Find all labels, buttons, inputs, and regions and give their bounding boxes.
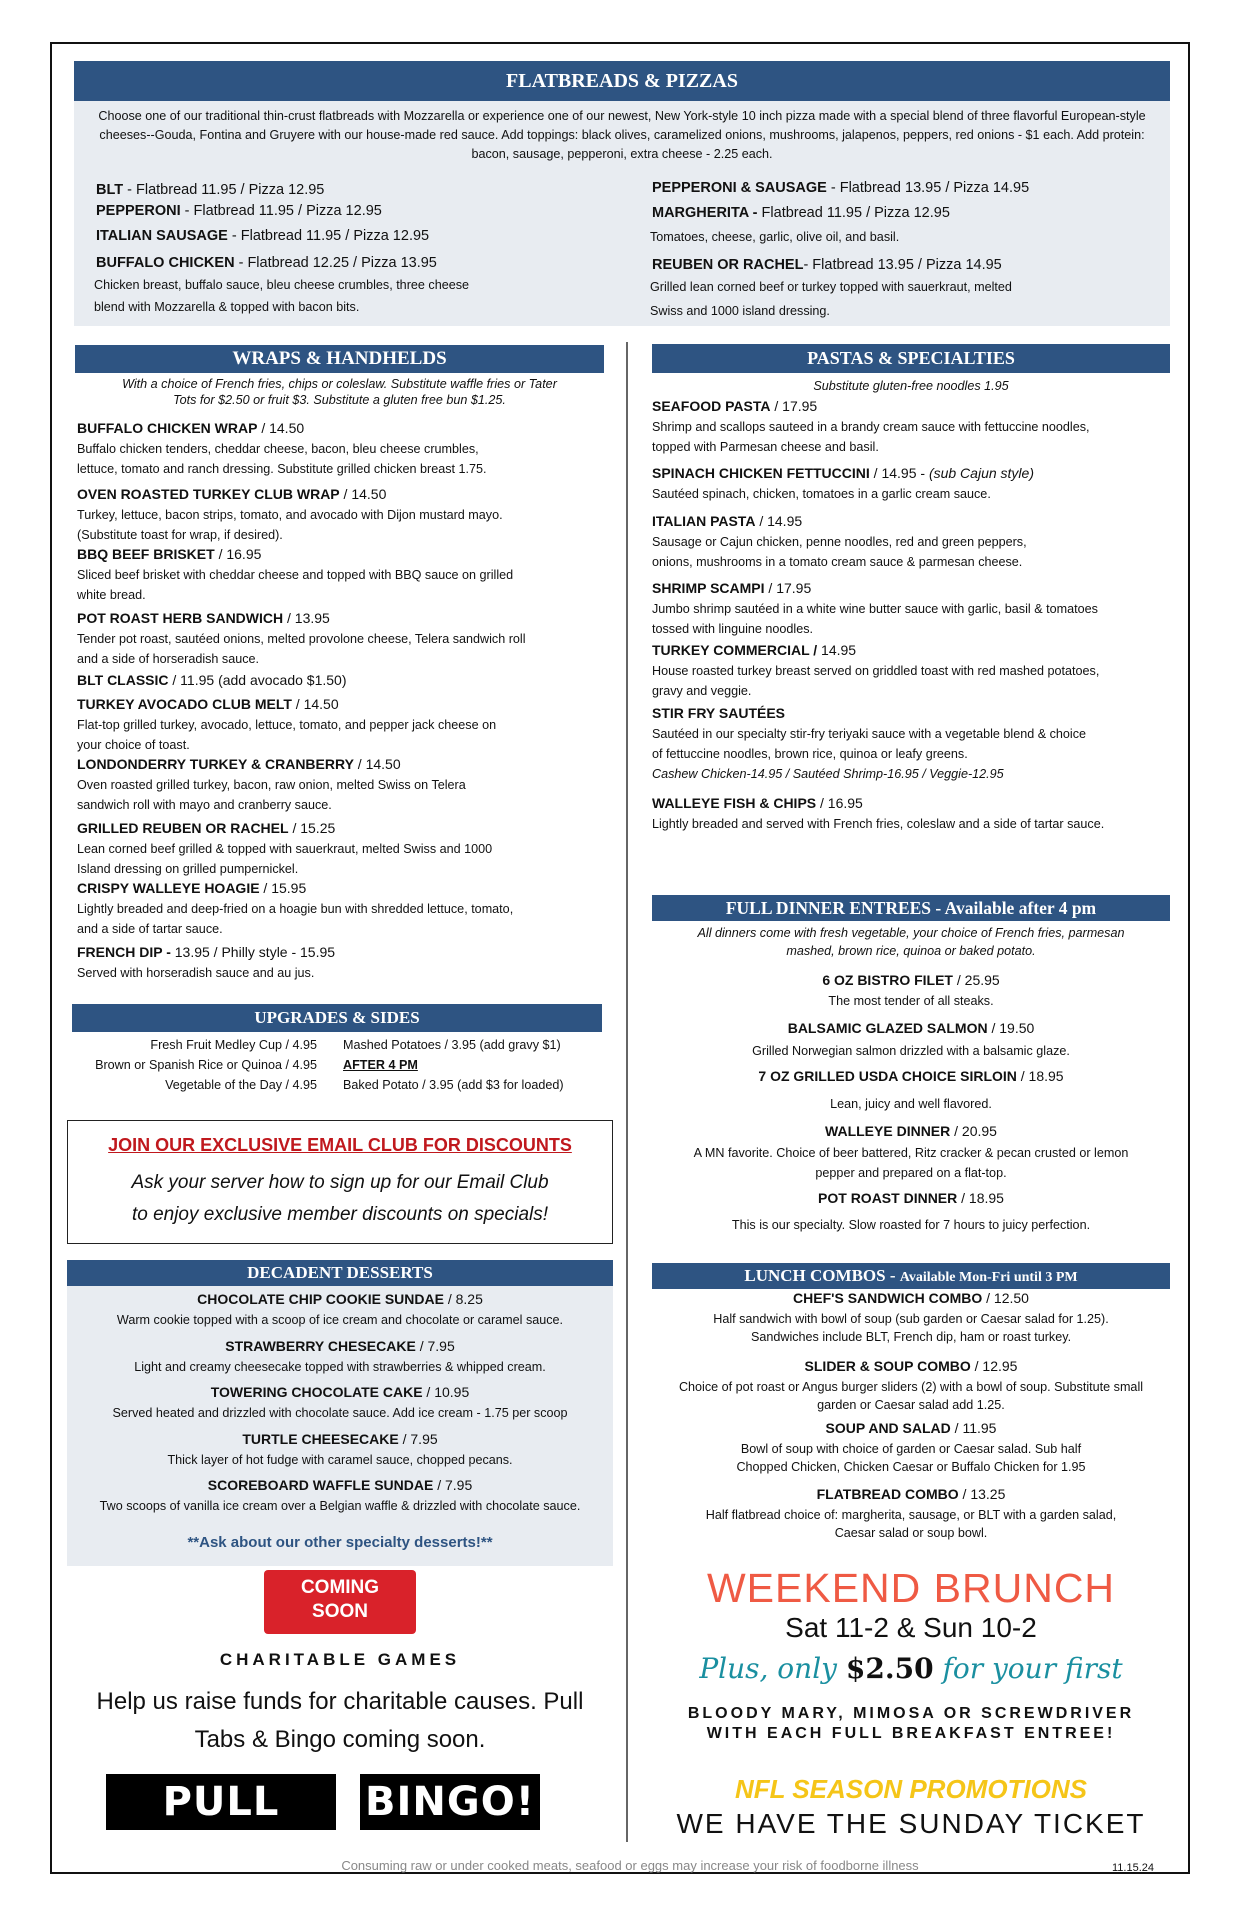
charitable-games-heading: CHARITABLE GAMES [219,1650,461,1669]
menu-item-desc: Oven roasted grilled turkey, bacon, raw onion, melted Swiss on Telera [77,778,466,792]
flatbreads-header: FLATBREADS & PIZZAS [74,61,1170,101]
menu-item-name: SPINACH CHICKEN FETTUCCINI / 14.95 - (sub Cajun style) [652,465,1034,481]
stirfry-options: Cashew Chicken-14.95 / Sautéed Shrimp-16.95 / Veggie-12.95 [652,767,1004,781]
side-item: Fresh Fruit Medley Cup / 4.95 [150,1038,317,1052]
menu-item-name: TURTLE CHEESECAKE / 7.95 [242,1431,438,1447]
menu-item-name: POT ROAST DINNER / 18.95 [818,1190,1004,1206]
menu-item-name: LONDONDERRY TURKEY & CRANBERRY / 14.50 [77,756,401,772]
menu-item-desc: Sautéed spinach, chicken, tomatoes in a garlic cream sauce. [652,487,991,501]
flatbread-item: MARGHERITA - Flatbread 11.95 / Pizza 12.95 [652,205,950,221]
flatbread-item: PEPPERONI - Flatbread 11.95 / Pizza 12.95 [96,203,382,219]
menu-item-desc: Served with horseradish sauce and au jus. [77,966,315,980]
menu-item-desc: Bowl of soup with choice of garden or Caesar salad. Sub half [740,1442,1082,1456]
upgrades-header: UPGRADES & SIDES [72,1004,602,1032]
email-club-line: Ask your server how to sign up for our Email Club [131,1172,549,1193]
menu-item-name: BBQ BEEF BRISKET / 16.95 [77,546,262,562]
brunch-drinks: WITH EACH FULL BREAKFAST ENTREE! [706,1725,1116,1742]
brunch-offer: Plus, only $2.50 for your first [699,1652,1123,1685]
menu-item-name: CRISPY WALLEYE HOAGIE / 15.95 [77,880,307,896]
coming-soon-badge: COMING SOON [264,1570,416,1634]
menu-item-desc: and a side of tartar sauce. [77,922,223,936]
pastas-header: PASTAS & SPECIALTIES [652,344,1170,373]
menu-item-name: POT ROAST HERB SANDWICH / 13.95 [77,610,330,626]
flatbread-item: BLT - Flatbread 11.95 / Pizza 12.95 [96,182,325,198]
menu-item-name: CHEF'S SANDWICH COMBO / 12.50 [793,1290,1029,1306]
menu-item-name: 6 OZ BISTRO FILET / 25.95 [822,972,1000,988]
menu-item-desc: The most tender of all steaks. [828,994,994,1008]
menu-item-desc: Grilled Norwegian salmon drizzled with a balsamic glaze. [752,1044,1070,1058]
menu-item-desc: topped with Parmesan cheese and basil. [652,440,879,454]
menu-item-name: 7 OZ GRILLED USDA CHOICE SIRLOIN / 18.95 [758,1068,1064,1084]
side-item: Mashed Potatoes / 3.95 (add gravy $1) [343,1038,561,1052]
flatbread-desc: blend with Mozzarella & topped with bacon bits. [94,300,360,314]
dinner-subtitle: mashed, brown rice, quinoa or baked potato. [786,944,1036,958]
menu-item-name: TURKEY COMMERCIAL / 14.95 [652,642,857,658]
flatbread-item: BUFFALO CHICKEN - Flatbread 12.25 / Pizza 13.95 [96,255,437,271]
flatbreads-intro: Choose one of our traditional thin-crust flatbreads with Mozzarella or experience one of our newest, New York-style 10 inch pizza made with a special blend of three flavorful European-style cheeses--Gouda, Fontina and Gruyere with our house-made red sauce. Add toppings: black olives, caramelized onions, mushrooms, jalapenos, peppers, red onions - $1 each. Add protein: bacon, sausage, pepperoni, extra cheese - 2.25 each. [98,109,1146,161]
dinner-subtitle: All dinners come with fresh vegetable, your choice of French fries, parmesan [697,926,1125,940]
bingo-logo: BINGO! [360,1774,540,1830]
brunch-drinks: BLOODY MARY, MIMOSA OR SCREWDRIVER [687,1705,1135,1722]
flatbread-desc: Tomatoes, cheese, garlic, olive oil, and basil. [650,230,900,244]
menu-item-desc: Lightly breaded and served with French fries, coleslaw and a side of tartar sauce. [652,817,1105,831]
menu-item-name: FLATBREAD COMBO / 13.25 [816,1486,1006,1502]
menu-date: 11.15.24 [1112,1862,1155,1874]
menu-item-name: STIR FRY SAUTÉES [652,705,786,721]
menu-item-name: SCOREBOARD WAFFLE SUNDAE / 7.95 [207,1477,473,1493]
menu-item-desc: This is our specialty. Slow roasted for 7 hours to juicy perfection. [731,1218,1091,1232]
menu-item-name: STRAWBERRY CHESECAKE / 7.95 [225,1338,455,1354]
menu-item-desc: Caesar salad or soup bowl. [834,1526,988,1540]
menu-item-desc: Thick layer of hot fudge with caramel sauce, chopped pecans. [167,1453,513,1467]
wraps-subtitle: Tots for $2.50 or fruit $3. Substitute a gluten free bun $1.25. [173,393,506,407]
desserts-header: DECADENT DESSERTS [67,1260,613,1286]
menu-item-desc: Lean corned beef grilled & topped with sauerkraut, melted Swiss and 1000 [77,842,493,856]
sunday-ticket: WE HAVE THE SUNDAY TICKET [676,1808,1146,1839]
menu-item-desc: Warm cookie topped with a scoop of ice cream and chocolate or caramel sauce. [116,1313,564,1327]
wraps-subtitle: With a choice of French fries, chips or coleslaw. Substitute waffle fries or Tater [122,377,557,391]
menu-item-name: TOWERING CHOCOLATE CAKE / 10.95 [210,1384,470,1400]
menu-item-name: GRILLED REUBEN OR RACHEL / 15.25 [77,820,336,836]
menu-item-name: SLIDER & SOUP COMBO / 12.95 [804,1358,1018,1374]
menu-item-desc: Lightly breaded and deep-fried on a hoagie bun with shredded lettuce, tomato, [77,902,514,916]
nfl-promo: NFL SEASON PROMOTIONS [735,1774,1087,1804]
menu-item-name: WALLEYE FISH & CHIPS / 16.95 [652,795,863,811]
email-club-line: to enjoy exclusive member discounts on specials! [131,1204,549,1225]
menu-item-name: CHOCOLATE CHIP COOKIE SUNDAE / 8.25 [197,1291,483,1307]
menu-item-desc: Light and creamy cheesecake topped with strawberries & whipped cream. [134,1360,546,1374]
menu-item-desc: Buffalo chicken tenders, cheddar cheese, bacon, bleu cheese crumbles, [77,442,479,456]
menu-item-desc: pepper and prepared on a flat-top. [815,1166,1007,1180]
menu-item-desc: of fettuccine noodles, brown rice, quinoa or leafy greens. [652,747,968,761]
menu-item-name: BLT CLASSIC / 11.95 (add avocado $1.50) [77,672,347,688]
menu-item-desc: Sautéed in our specialty stir-fry teriyaki sauce with a vegetable blend & choice [652,727,1087,741]
menu-item-name: WALLEYE DINNER / 20.95 [825,1123,997,1139]
menu-item-name: SHRIMP SCAMPI / 17.95 [652,580,812,596]
menu-item-name: SEAFOOD PASTA / 17.95 [652,398,818,414]
menu-item-desc: Island dressing on grilled pumpernickel. [77,862,299,876]
menu-item-name: TURKEY AVOCADO CLUB MELT / 14.50 [77,696,339,712]
dinner-header: FULL DINNER ENTREES - Available after 4 pm [652,895,1170,921]
lunch-header: LUNCH COMBOS - Available Mon-Fri until 3 PM [652,1263,1170,1289]
menu-item-desc: Choice of pot roast or Angus burger sliders (2) with a bowl of soup. Substitute small [678,1380,1144,1394]
menu-item-desc: Two scoops of vanilla ice cream over a Belgian waffle & drizzled with chocolate sauce. [99,1499,581,1513]
menu-item-desc: garden or Caesar salad add 1.25. [817,1398,1005,1412]
side-item: Vegetable of the Day / 4.95 [165,1078,317,1092]
menu-item-desc: Jumbo shrimp sautéed in a white wine butter sauce with garlic, basil & tomatoes [652,602,1098,616]
menu-item-desc: Sandwiches include BLT, French dip, ham or roast turkey. [750,1330,1072,1344]
flatbread-item: PEPPERONI & SAUSAGE - Flatbread 13.95 / Pizza 14.95 [652,180,1030,196]
email-club-title: JOIN OUR EXCLUSIVE EMAIL CLUB FOR DISCOUNTS [108,1135,572,1155]
menu-item-desc: onions, mushrooms in a tomato cream sauce & parmesan cheese. [652,555,1023,569]
column-divider [626,342,628,1842]
menu-item-desc: A MN favorite. Choice of beer battered, Ritz cracker & pecan crusted or lemon [693,1146,1129,1160]
menu-item-desc: Chopped Chicken, Chicken Caesar or Buffalo Chicken for 1.95 [736,1460,1086,1474]
pull-tabs-logo: PULL TABS! [106,1774,336,1830]
charity-text: Help us raise funds for charitable causes. Pull [96,1688,584,1715]
menu-item-desc: tossed with linguine noodles. [652,622,814,636]
flatbread-item: REUBEN OR RACHEL- Flatbread 13.95 / Pizza 14.95 [652,257,1002,273]
food-warning: Consuming raw or under cooked meats, seafood or eggs may increase your risk of foodborne illness [341,1858,919,1873]
flatbread-item: ITALIAN SAUSAGE - Flatbread 11.95 / Pizza 12.95 [96,228,430,244]
menu-item-desc: Shrimp and scallops sauteed in a brandy cream sauce with fettuccine noodles, [652,420,1090,434]
menu-item-desc: Half sandwich with bowl of soup (sub garden or Caesar salad for 1.25). [713,1312,1109,1326]
menu-item-desc: Turkey, lettuce, bacon strips, tomato, and avocado with Dijon mustard mayo. [77,508,503,522]
desserts-note: **Ask about our other specialty desserts!** [187,1534,493,1551]
flatbread-desc: Swiss and 1000 island dressing. [650,304,830,318]
menu-item-desc: Tender pot roast, sautéed onions, melted provolone cheese, Telera sandwich roll [77,632,526,646]
flatbread-desc: Grilled lean corned beef or turkey topped with sauerkraut, melted [650,280,1012,294]
menu-item-desc: Flat-top grilled turkey, avocado, lettuce, tomato, and pepper jack cheese on [77,718,497,732]
menu-item-name: OVEN ROASTED TURKEY CLUB WRAP / 14.50 [77,486,387,502]
menu-item-desc: Lean, juicy and well flavored. [830,1097,992,1111]
menu-item-name: SOUP AND SALAD / 11.95 [825,1420,997,1436]
menu-item-desc: Sliced beef brisket with cheddar cheese and topped with BBQ sauce on grilled [77,568,514,582]
menu-item-desc: Served heated and drizzled with chocolate sauce. Add ice cream - 1.75 per scoop [112,1406,568,1420]
menu-item-desc: Half flatbread choice of: margherita, sausage, or BLT with a garden salad, [705,1508,1117,1522]
menu-item-desc: (Substitute toast for wrap, if desired). [77,528,283,542]
menu-item-desc: gravy and veggie. [652,684,752,698]
charity-text: Tabs & Bingo coming soon. [194,1726,486,1753]
menu-item-desc: and a side of horseradish sauce. [77,652,260,666]
brunch-hours: Sat 11-2 & Sun 10-2 [785,1612,1037,1643]
menu-item-desc: your choice of toast. [77,738,190,752]
weekend-brunch-title: WEEKEND BRUNCH [706,1565,1116,1611]
menu-item-name: BALSAMIC GLAZED SALMON / 19.50 [787,1020,1035,1036]
menu-item-desc: lettuce, tomato and ranch dressing. Substitute grilled chicken breast 1.75. [77,462,487,476]
menu-item-desc: House roasted turkey breast served on griddled toast with red mashed potatoes, [652,664,1100,678]
menu-item-name: ITALIAN PASTA / 14.95 [652,513,803,529]
menu-item-desc: sandwich roll with mayo and cranberry sauce. [77,798,332,812]
menu-item-name: FRENCH DIP - 13.95 / Philly style - 15.95 [77,944,336,960]
side-item: Brown or Spanish Rice or Quinoa / 4.95 [95,1058,317,1072]
side-item: Baked Potato / 3.95 (add $3 for loaded) [343,1078,564,1092]
menu-item-desc: Sausage or Cajun chicken, penne noodles, red and green peppers, [652,535,1027,549]
after-4pm-label: AFTER 4 PM [343,1058,418,1072]
menu-item-name: BUFFALO CHICKEN WRAP / 14.50 [77,420,305,436]
pastas-subtitle: Substitute gluten-free noodles 1.95 [813,379,1009,393]
wraps-header: WRAPS & HANDHELDS [75,345,604,373]
flatbread-desc: Chicken breast, buffalo sauce, bleu cheese crumbles, three cheese [94,278,470,292]
menu-item-desc: white bread. [77,588,146,602]
